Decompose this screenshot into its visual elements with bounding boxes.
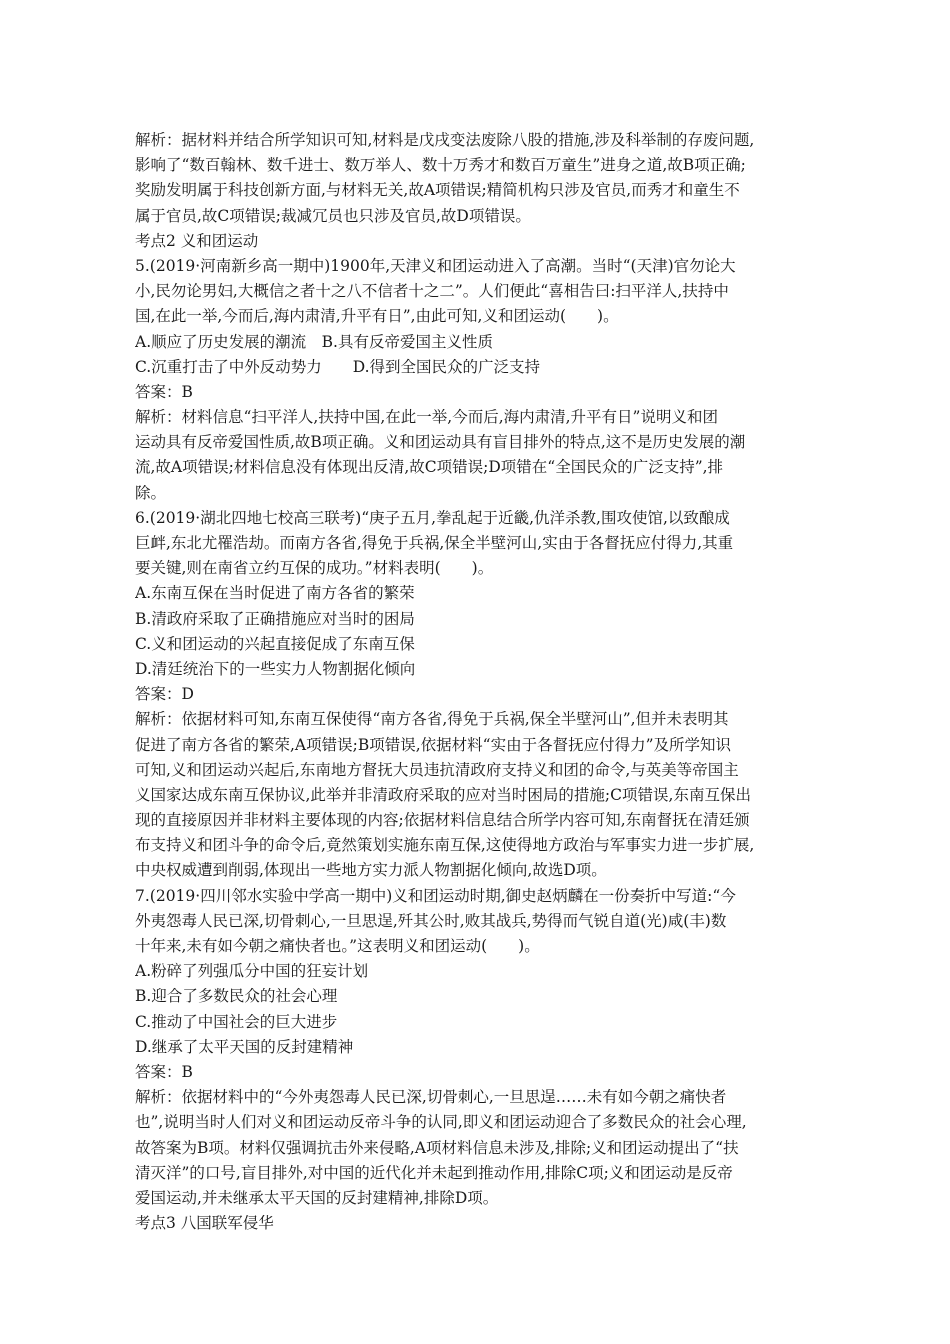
text-line: 可知,义和团运动兴起后,东南地方督抚大员违抗清政府支持义和团的命令,与英美等帝国主 [135,760,739,779]
text-line: 答案：B [135,1062,193,1081]
text-line: 小,民勿论男妇,大概信之者十之八不信者十之二”。人们便此“喜相告曰:扫平洋人,扶持中 [135,282,729,301]
text-line: 流,故A项错误;材料信息没有体现出反清,故C项错误;D项错在“全国民众的广泛支持”,排 [135,458,724,477]
text-line: 国,在此一举,今而后,海内肃清,升平有日”,由此可知,义和团运动( )。 [135,307,619,326]
text-line: 除。 [135,483,167,502]
text-line: 考点2 义和团运动 [135,231,259,250]
text-line: 解析：依据材料中的“今外夷怨毒人民已深,切骨刺心,一旦思逞……未有如今朝之痛快者 [135,1088,727,1107]
text-line: C.沉重打击了中外反动势力 D.得到全国民众的广泛支持 [135,357,541,376]
text-line: 6.(2019·湖北四地七校高三联考)“庚子五月,拳乱起于近畿,仇洋杀教,围攻使馆,以致酿成 [135,508,730,527]
text-line: 清灭洋”的口号,盲目排外,对中国的近代化并未起到推动作用,排除C项;义和团运动是反帝 [135,1163,733,1182]
text-line: 解析：依据材料可知,东南互保使得“南方各省,得免于兵祸,保全半壁河山”,但并未表明其 [135,710,729,729]
text-line: 巨衅,东北尤罹浩劫。而南方各省,得免于兵祸,保全半壁河山,实由于各督抚应付得力,其重 [135,534,734,552]
text-line: 促进了南方各省的繁荣,A项错误;B项错误,依据材料“实由于各督抚应付得力”及所学知识 [135,735,732,754]
text-line: B.迎合了多数民众的社会心理 [135,987,338,1006]
text-line: 奖励发明属于科技创新方面,与材料无关,故A项错误;精简机构只涉及官员,而秀才和童生不 [135,181,740,200]
text-line: 义国家达成东南互保协议,此举并非清政府采取的应对当时困局的措施;C项错误,东南互保出 [135,785,751,804]
text-line: 十年来,未有如今朝之痛快者也。”这表明义和团运动( )。 [135,937,540,955]
text-line: A.顺应了历史发展的潮流 B.具有反帝爱国主义性质 [135,332,493,351]
text-line: 考点3 八国联军侵华 [135,1214,274,1233]
text-line: A.东南互保在当时促进了南方各省的繁荣 [135,584,415,603]
text-line: 外夷怨毒人民已深,切骨刺心,一旦思逞,歼其公时,败其战兵,势得而气锐自道(光)咸(丰)数 [135,911,727,930]
text-line: 属于官员,故C项错误;裁减冗员也只涉及官员,故D项错误。 [135,206,531,225]
text-line: 中央权威遭到削弱,体现出一些地方实力派人物割据化倾向,故选D项。 [135,861,607,880]
text-line: D.清廷统治下的一些实力人物割据化倾向 [135,659,416,678]
text-line: 答案：B [135,382,193,401]
text-line: 现的直接原因并非材料主要体现的内容;依据材料信息结合所学内容可知,东南督抚在清廷颁 [135,811,750,830]
text-line: 也”,说明当时人们对义和团运动反帝斗争的认同,即义和团运动迎合了多数民众的社会心理, [135,1113,747,1132]
text-line: 答案：D [135,685,194,704]
text-line: 5.(2019·河南新乡高一期中)1900年,天津义和团运动进入了高潮。当时“(天津)官勿论大 [135,256,736,275]
text-line: 影响了“数百翰林、数千进士、数万举人、数十万秀才和数百万童生”进身之道,故B项正确; [135,156,746,175]
text-line: C.推动了中国社会的巨大进步 [135,1012,338,1031]
text-line: 解析：材料信息“扫平洋人,扶持中国,在此一举,今而后,海内肃清,升平有日”说明义和团 [135,408,718,427]
text-line: 要关键,则在南省立约互保的成功。”材料表明( )。 [135,559,494,578]
text-line: 故答案为B项。材料仅强调抗击外来侵略,A项材料信息未涉及,排除;义和团运动提出了“扶 [135,1138,739,1157]
text-line: 7.(2019·四川邻水实验中学高一期中)义和团运动时期,御史赵炳麟在一份奏折中写道:“今 [135,886,736,905]
text-line: C.义和团运动的兴起直接促成了东南互保 [135,634,415,653]
text-line: D.继承了太平天国的反封建精神 [135,1037,354,1056]
text-line: 运动具有反帝爱国性质,故B项正确。义和团运动具有盲目排外的特点,这不是历史发展的潮 [135,433,746,452]
text-line: 爱国运动,并未继承太平天国的反封建精神,排除D项。 [135,1188,499,1207]
text-line: A.粉碎了列强瓜分中国的狂妄计划 [135,962,369,981]
document-page [135,128,825,1236]
text-line: 解析：据材料并结合所学知识可知,材料是戊戌变法废除八股的措施,涉及科举制的存废问题, [135,131,755,149]
text-line: B.清政府采取了正确措施应对当时的困局 [135,609,415,628]
text-line: 布支持义和团斗争的命令后,竟然策划实施东南互保,这使得地方政治与军事实力进一步扩展, [135,836,755,855]
